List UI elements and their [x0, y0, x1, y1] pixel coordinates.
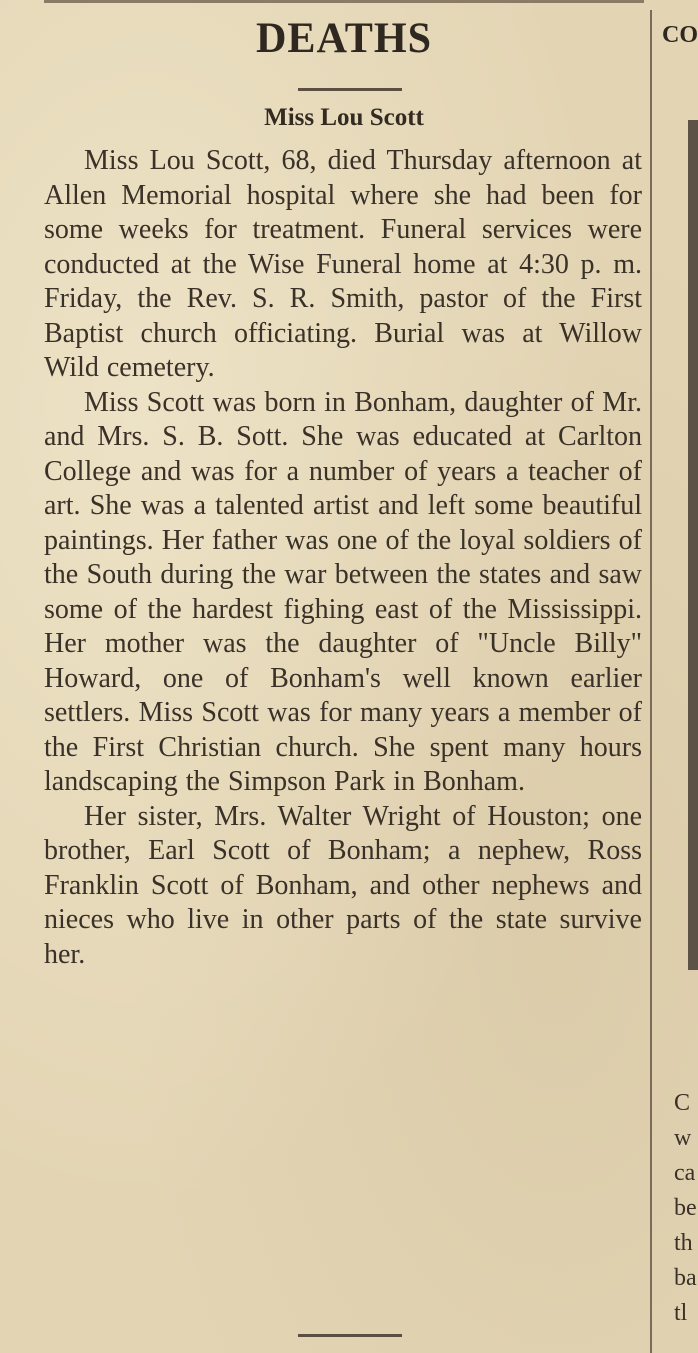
adjacent-header: CO	[662, 22, 698, 48]
bottom-divider	[298, 1334, 402, 1337]
top-rule	[44, 0, 644, 3]
adjacent-line: w	[674, 1125, 692, 1151]
title-divider	[298, 88, 402, 91]
paragraph-3: Her sister, Mrs. Walter Wright of Houston; one brother, Earl Scott of Bonham; a nephew, Ross Franklin Scott of Bonham, and other nephews and nieces who live in other parts of the state survive her.	[44, 800, 642, 970]
obituary-body	[44, 144, 642, 972]
adjacent-line: tl	[674, 1300, 688, 1326]
paragraph-2: Miss Scott was born in Bonham, daughter of Mr. and Mrs. S. B. Sott. She was educated at Carlton College and was for a number of years a teacher of art. She was a talented artist and left some beautiful paintings. Her father was one of the loyal soldiers of the South during the war between the states and saw some of the hardest fighing east of the Mississippi. Her mother was the daughter of "Uncle Billy" Howard, one of Bonham's well known earlier settlers. Miss Scott was for many years a member of the First Christian church. She spent many hours landscaping the Simpson Park in Bonham.	[44, 386, 642, 797]
adjacent-line: th	[674, 1230, 693, 1256]
adjacent-letter: C	[674, 1090, 691, 1116]
section-title: DEATHS	[255, 15, 433, 62]
adjacent-line: ba	[674, 1265, 697, 1291]
adjacent-line: ca	[674, 1160, 696, 1186]
adjacent-line: be	[674, 1195, 697, 1221]
deaths-column	[44, 0, 644, 1353]
paragraph-1: Miss Lou Scott, 68, died Thursday afternoon at Allen Memorial hospital where she had been for some weeks for treatment. Funeral services were conducted at the Wise Funeral home at 4:30 p. m. Friday, the Rev. S. R. Smith, pastor of the First Baptist church officiating. Burial was at Willow Wild cemetery.	[44, 145, 642, 383]
adjacent-column	[652, 0, 698, 1353]
obituary-headline: Miss Lou Scott	[264, 104, 424, 131]
adjacent-photo	[688, 120, 698, 970]
adjacent-text	[674, 1086, 697, 1331]
